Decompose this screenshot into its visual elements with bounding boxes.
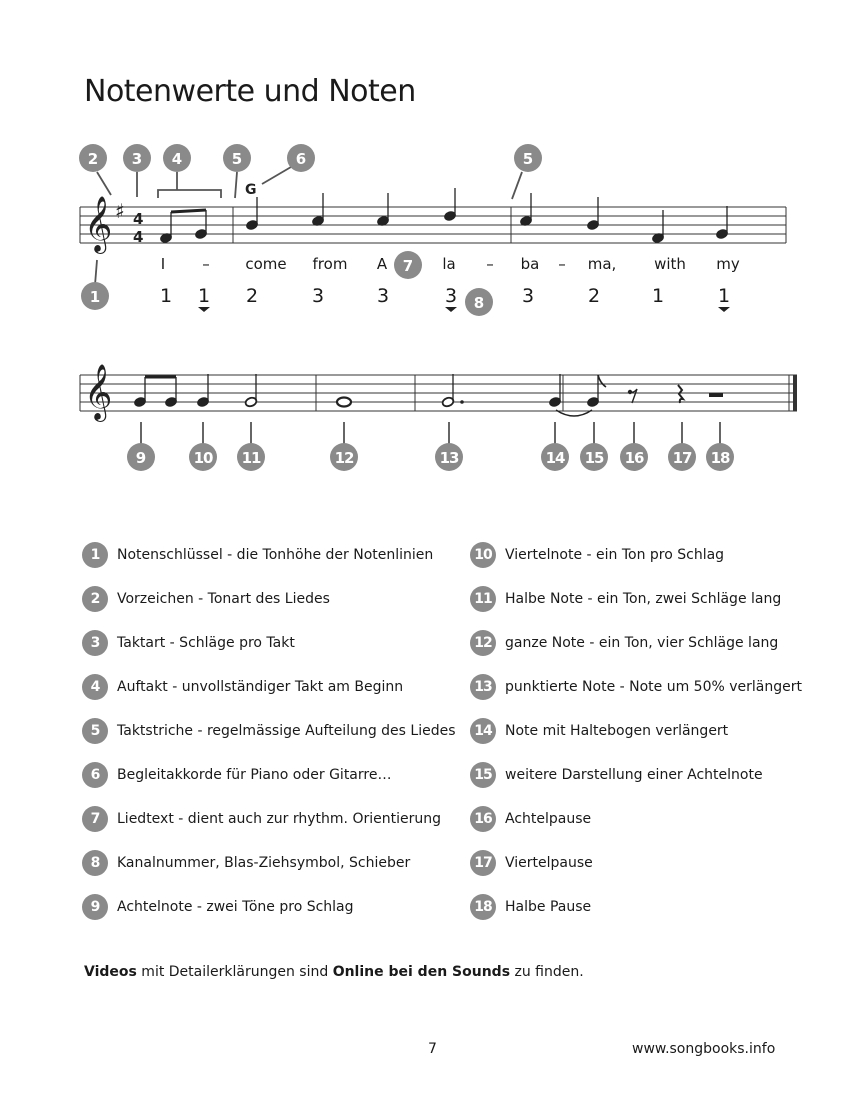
legend-badge: 13 — [470, 674, 496, 700]
lyric: ba — [520, 255, 540, 273]
legend-badge: 4 — [82, 674, 108, 700]
svg-text:7: 7 — [402, 257, 414, 275]
legend-item — [82, 717, 456, 745]
footnote-text-2: zu finden. — [510, 964, 584, 980]
channel-number: 1 — [651, 285, 665, 307]
legend-item — [470, 541, 724, 569]
treble-clef: 𝄞 — [84, 364, 113, 420]
svg-text:16: 16 — [624, 449, 644, 467]
legend-item — [470, 761, 763, 789]
legend-item — [82, 761, 391, 789]
legend-text: Auftakt - unvollständiger Takt am Beginn — [117, 679, 404, 695]
lyrics-row — [161, 255, 740, 273]
callouts-2 — [127, 443, 734, 471]
svg-text:14: 14 — [545, 449, 565, 467]
legend-badge: 9 — [82, 894, 108, 920]
legend-item — [82, 893, 354, 921]
channel-number: 1 — [159, 285, 173, 307]
legend-text: Taktart - Schläge pro Takt — [117, 635, 295, 651]
legend-item — [470, 805, 591, 833]
legend-item — [82, 849, 410, 877]
lyric: ma, — [587, 255, 617, 273]
legend-text: weitere Darstellung einer Achtelnote — [505, 767, 763, 783]
lyric: la — [442, 255, 456, 273]
legend-text: Achtelnote - zwei Töne pro Schlag — [117, 899, 354, 915]
page-number: 7 — [428, 1041, 437, 1057]
legend-item — [470, 629, 778, 657]
svg-text:18: 18 — [710, 449, 730, 467]
channel-number: 3 — [521, 285, 535, 307]
legend-badge: 5 — [82, 718, 108, 744]
channel-number: 3 — [311, 285, 325, 307]
quarter-rest — [678, 385, 683, 403]
time-signature-top: 4 — [133, 210, 144, 228]
footnote — [84, 964, 584, 980]
legend-text: ganze Note - ein Ton, vier Schläge lang — [505, 635, 779, 651]
rests — [628, 385, 723, 403]
svg-text:3: 3 — [131, 150, 143, 168]
callout-lines-2 — [141, 422, 720, 445]
svg-text:4: 4 — [171, 150, 183, 168]
channel-number: 1 — [197, 285, 211, 307]
legend-text: punktierte Note - Note um 50% verlängert — [505, 679, 802, 695]
legend-badge: 6 — [82, 762, 108, 788]
sharp-sign: ♯ — [115, 199, 125, 223]
footnote-text-1: mit Detailerklärungen sind — [136, 964, 333, 980]
draw-arrow-icon — [198, 307, 210, 312]
lyric: A — [376, 255, 388, 273]
channel-numbers-row — [160, 285, 730, 307]
channel-number: 2 — [587, 285, 601, 307]
svg-text:8: 8 — [473, 294, 485, 312]
legend-badge: 18 — [470, 894, 496, 920]
website-url: www.songbooks.info — [632, 1041, 776, 1057]
staff-2 — [80, 375, 797, 411]
legend-item — [470, 673, 802, 701]
lyric: come — [245, 255, 287, 273]
svg-text:5: 5 — [231, 150, 243, 168]
legend-text: Note mit Haltebogen verlängert — [505, 723, 729, 739]
svg-text:12: 12 — [334, 449, 354, 467]
legend-text: Halbe Note - ein Ton, zwei Schläge lang — [505, 591, 782, 607]
draw-arrow-icons — [198, 307, 730, 312]
footnote-bold-2: Online bei den Sounds — [332, 964, 511, 980]
legend-badge: 7 — [82, 806, 108, 832]
lyric: with — [654, 255, 686, 273]
legend-text: Viertelnote - ein Ton pro Schlag — [505, 547, 725, 563]
lyric: – — [486, 255, 494, 273]
channel-number: 1 — [717, 285, 731, 307]
legend-badge: 8 — [82, 850, 108, 876]
channel-number: 3 — [376, 285, 390, 307]
legend-badge: 11 — [470, 586, 496, 612]
legend-text: Taktstriche - regelmässige Aufteilung des Liedes — [117, 723, 456, 739]
legend-badge: 1 — [82, 542, 108, 568]
legend-text: Achtelpause — [505, 811, 592, 827]
legend-text: Notenschlüssel - die Tonhöhe der Notenlinien — [117, 547, 434, 563]
legend-badge: 10 — [470, 542, 496, 568]
draw-arrow-icon — [718, 307, 730, 312]
page-title: Notenwerte und Noten — [84, 74, 416, 109]
svg-text:5: 5 — [522, 150, 534, 168]
legend-item — [82, 673, 403, 701]
half-rest — [709, 393, 723, 397]
legend-item — [470, 849, 593, 877]
legend-badge: 14 — [470, 718, 496, 744]
lyric: – — [202, 255, 210, 273]
svg-text:1: 1 — [89, 288, 101, 306]
svg-text:9: 9 — [135, 449, 147, 467]
treble-clef: 𝄞 — [84, 196, 113, 252]
legend-text: Kanalnummer, Blas-Ziehsymbol, Schieber — [117, 855, 411, 871]
lyric: – — [558, 255, 566, 273]
legend-badge: 15 — [470, 762, 496, 788]
channel-number: 2 — [245, 285, 259, 307]
note — [337, 398, 351, 407]
legend-badge: 2 — [82, 586, 108, 612]
legend-item — [470, 585, 781, 613]
legend-text: Vorzeichen - Tonart des Liedes — [117, 591, 330, 607]
legend-item — [82, 585, 330, 613]
callout-lines — [95, 167, 522, 285]
legend-item — [82, 629, 295, 657]
footnote-bold-1: Videos — [84, 964, 137, 980]
channel-number: 3 — [444, 285, 458, 307]
legend-badge: 17 — [470, 850, 496, 876]
svg-text:17: 17 — [672, 449, 692, 467]
legend-badge: 12 — [470, 630, 496, 656]
svg-text:6: 6 — [295, 150, 307, 168]
svg-text:13: 13 — [439, 449, 459, 467]
lyric: from — [312, 255, 348, 273]
legend-text: Begleitakkorde für Piano oder Gitarre… — [117, 767, 392, 783]
legend-badge: 3 — [82, 630, 108, 656]
chord-symbol: G — [245, 182, 257, 198]
lyric: I — [160, 255, 166, 273]
legend-item — [470, 893, 591, 921]
legend-text: Liedtext - dient auch zur rhythm. Orientierung — [117, 811, 441, 827]
draw-arrow-icon — [445, 307, 457, 312]
legend-text: Halbe Pause — [505, 899, 592, 915]
legend-item — [470, 717, 728, 745]
legend-item — [82, 805, 441, 833]
notes-staff-2 — [133, 374, 606, 408]
callouts — [79, 144, 542, 316]
music-score — [0, 0, 850, 520]
eighth-rest — [628, 389, 637, 403]
svg-text:10: 10 — [193, 449, 213, 467]
legend-text: Viertelpause — [505, 855, 593, 871]
legend-item — [82, 541, 433, 569]
time-signature-bottom: 4 — [133, 228, 144, 246]
svg-text:15: 15 — [584, 449, 604, 467]
legend-badge: 16 — [470, 806, 496, 832]
svg-text:11: 11 — [241, 449, 261, 467]
lyric: my — [716, 255, 740, 273]
svg-text:2: 2 — [87, 150, 99, 168]
